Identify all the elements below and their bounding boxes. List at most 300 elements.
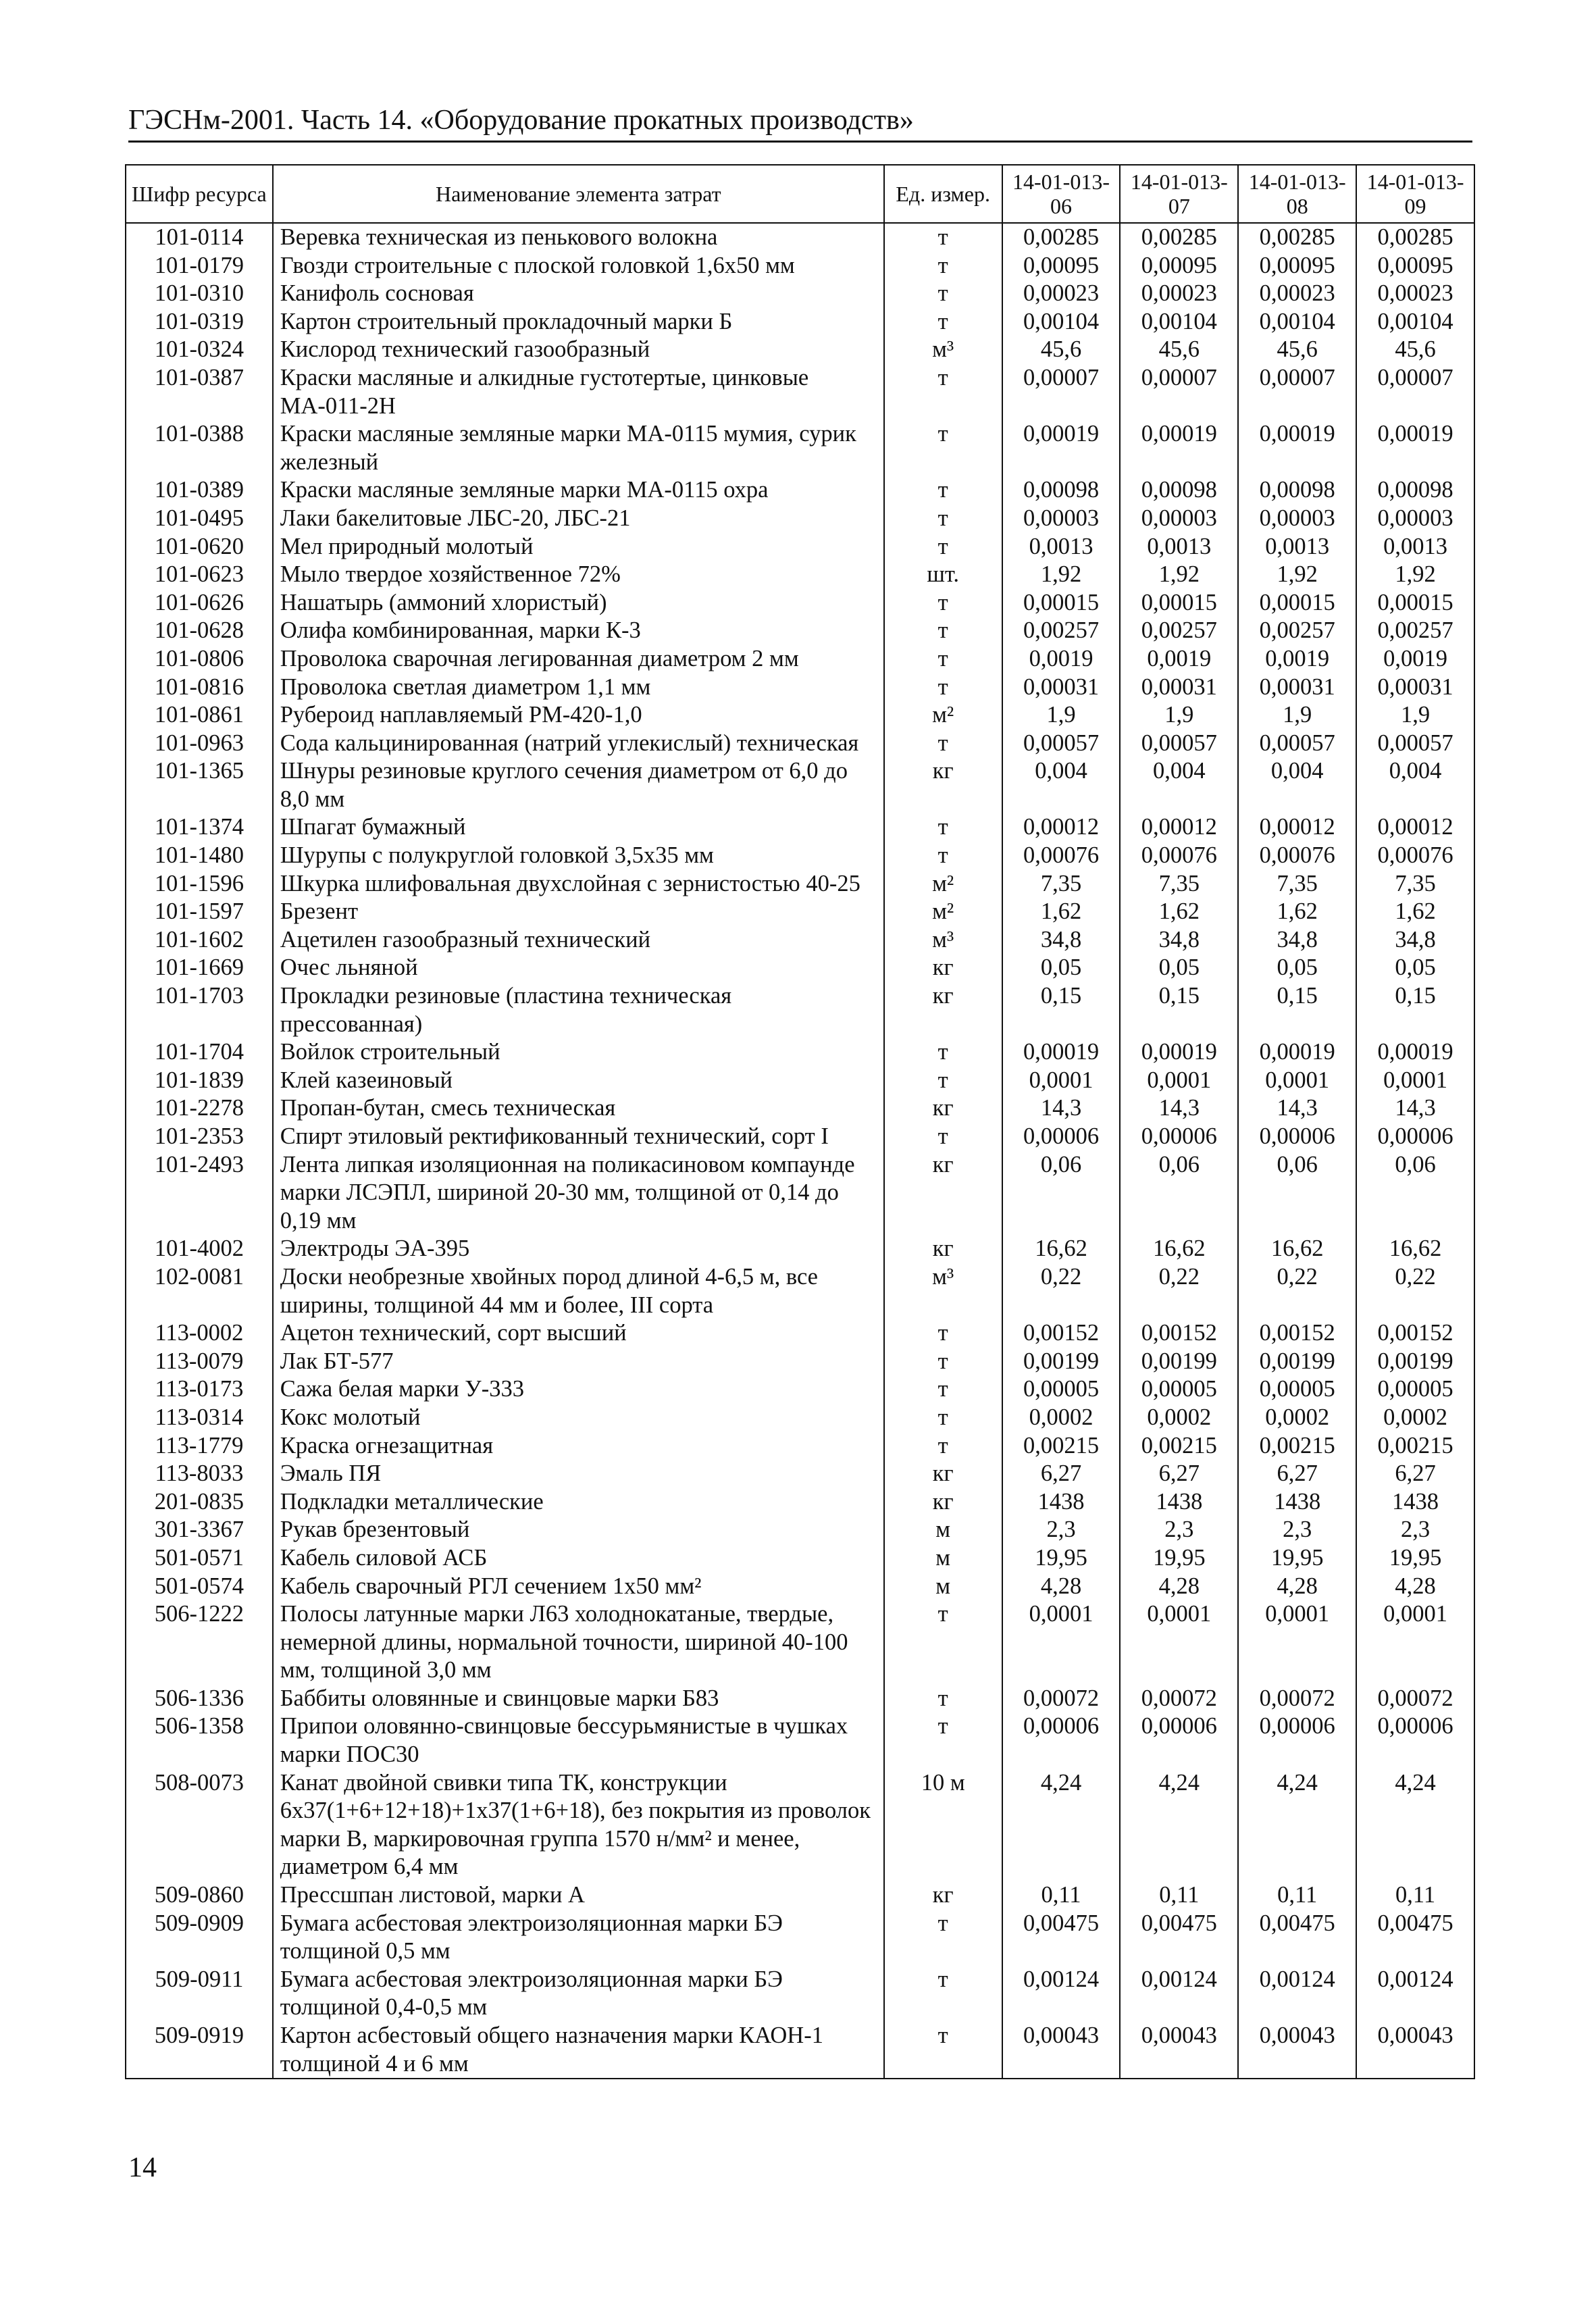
table-row: [126, 954, 1474, 982]
table-row: [126, 870, 1474, 898]
value-013-08: 0,0001: [1238, 1600, 1356, 1685]
resource-name: Шурупы с полукруглой головкой 3,5х35 мм: [273, 842, 884, 870]
value-013-06: 0,00031: [1002, 673, 1121, 702]
resource-code: 101-0861: [126, 701, 273, 730]
resource-name: Полосы латунные марки Л63 холоднокатаные, твердые, немерной длины, нормальной точности, шириной 40-100 мм, толщиной 3,0 мм: [273, 1600, 884, 1685]
resource-name: Баббиты оловянные и свинцовые марки Б83: [273, 1685, 884, 1713]
resource-code: 506-1358: [126, 1712, 273, 1769]
resource-name: Краска огнезащитная: [273, 1432, 884, 1460]
table-row: [126, 842, 1474, 870]
resource-unit: м: [884, 1544, 1002, 1573]
resource-unit: м: [884, 1516, 1002, 1544]
value-013-07: 0,00019: [1120, 420, 1238, 476]
value-013-06: 0,00012: [1002, 813, 1121, 842]
value-013-07: 0,00199: [1120, 1348, 1238, 1376]
resource-unit: т: [884, 1910, 1002, 1966]
value-013-08: 1,92: [1238, 561, 1356, 589]
resource-name: Веревка техническая из пенькового волокна: [273, 223, 884, 252]
resource-unit: т: [884, 308, 1002, 336]
resource-name: Лента липкая изоляционная на поликасиновом компаунде марки ЛСЭПЛ, шириной 20-30 мм, толщиной от 0,14 до 0,19 мм: [273, 1151, 884, 1236]
resource-code: 101-0626: [126, 589, 273, 617]
table-row: [126, 252, 1474, 280]
resource-unit: шт.: [884, 561, 1002, 589]
value-013-07: 0,00023: [1120, 280, 1238, 308]
resource-name: Припои оловянно-свинцовые бессурьмянистые в чушках марки ПОС30: [273, 1712, 884, 1769]
value-013-07: 0,00057: [1120, 730, 1238, 758]
value-013-07: 0,00031: [1120, 673, 1238, 702]
value-013-09: 0,00006: [1356, 1123, 1474, 1151]
value-013-06: 0,00006: [1002, 1712, 1121, 1769]
resource-code: 113-0173: [126, 1375, 273, 1404]
value-013-06: 0,00104: [1002, 308, 1121, 336]
value-013-06: 0,004: [1002, 757, 1121, 813]
resource-unit: м³: [884, 336, 1002, 364]
resource-name: Канат двойной свивки типа ТК, конструкции 6х37(1+6+12+18)+1х37(1+6+18), без покрытия из проволок марки В, маркировочная группа 1570 н/мм² и менее, диаметром 6,4 мм: [273, 1769, 884, 1881]
resource-name: Спирт этиловый ректификованный технический, сорт I: [273, 1123, 884, 1151]
value-013-09: 0,00057: [1356, 730, 1474, 758]
resource-code: 101-0623: [126, 561, 273, 589]
value-013-07: 1,9: [1120, 701, 1238, 730]
value-013-09: 0,0002: [1356, 1404, 1474, 1432]
value-013-09: 0,00098: [1356, 476, 1474, 505]
resource-name: Шкурка шлифовальная двухслойная с зернистостью 40-25: [273, 870, 884, 898]
value-013-08: 1438: [1238, 1488, 1356, 1517]
value-013-09: 0,00043: [1356, 2022, 1474, 2079]
value-013-07: 0,00257: [1120, 617, 1238, 645]
value-013-07: 0,00007: [1120, 364, 1238, 420]
value-013-07: 0,00015: [1120, 589, 1238, 617]
value-013-07: 0,05: [1120, 954, 1238, 982]
value-013-06: 0,0001: [1002, 1600, 1121, 1685]
value-013-09: 0,00285: [1356, 223, 1474, 252]
value-013-08: 0,00215: [1238, 1432, 1356, 1460]
resource-code: 509-0911: [126, 1966, 273, 2022]
resource-unit: т: [884, 420, 1002, 476]
resource-code: 113-0314: [126, 1404, 273, 1432]
resource-unit: м²: [884, 870, 1002, 898]
value-013-08: 0,004: [1238, 757, 1356, 813]
value-013-07: 0,00005: [1120, 1375, 1238, 1404]
value-013-07: 0,00215: [1120, 1432, 1238, 1460]
table-row: [126, 420, 1474, 476]
resource-code: 101-0310: [126, 280, 273, 308]
value-013-09: 0,00007: [1356, 364, 1474, 420]
resource-code: 101-0324: [126, 336, 273, 364]
value-013-09: 0,00124: [1356, 1966, 1474, 2022]
value-013-06: 0,00098: [1002, 476, 1121, 505]
value-013-08: 45,6: [1238, 336, 1356, 364]
value-013-08: 0,00475: [1238, 1910, 1356, 1966]
value-013-06: 0,00076: [1002, 842, 1121, 870]
value-013-06: 0,00043: [1002, 2022, 1121, 2079]
value-013-07: 0,0001: [1120, 1600, 1238, 1685]
resource-unit: т: [884, 1432, 1002, 1460]
value-013-09: 0,00257: [1356, 617, 1474, 645]
value-013-09: 1,92: [1356, 561, 1474, 589]
table-row: [126, 1712, 1474, 1769]
resource-unit: т: [884, 533, 1002, 561]
value-013-06: 0,00057: [1002, 730, 1121, 758]
value-013-09: 0,00076: [1356, 842, 1474, 870]
resource-name: Кокс молотый: [273, 1404, 884, 1432]
value-013-07: 1,92: [1120, 561, 1238, 589]
resource-unit: т: [884, 223, 1002, 252]
value-013-07: 34,8: [1120, 926, 1238, 955]
value-013-06: 0,22: [1002, 1263, 1121, 1319]
value-013-09: 0,00152: [1356, 1319, 1474, 1348]
resource-name: Лаки бакелитовые ЛБС-20, ЛБС-21: [273, 505, 884, 533]
resource-name: Брезент: [273, 898, 884, 926]
value-013-07: 2,3: [1120, 1516, 1238, 1544]
resource-code: 113-1779: [126, 1432, 273, 1460]
value-013-07: 14,3: [1120, 1094, 1238, 1123]
resource-code: 101-0389: [126, 476, 273, 505]
resource-code: 101-1703: [126, 982, 273, 1038]
resource-unit: т: [884, 1348, 1002, 1376]
resource-code: 509-0919: [126, 2022, 273, 2079]
resource-unit: т: [884, 1600, 1002, 1685]
resource-code: 101-0963: [126, 730, 273, 758]
value-013-06: 0,00257: [1002, 617, 1121, 645]
value-013-07: 6,27: [1120, 1460, 1238, 1488]
value-013-09: 0,00005: [1356, 1375, 1474, 1404]
value-013-06: 0,00005: [1002, 1375, 1121, 1404]
resource-code: 501-0571: [126, 1544, 273, 1573]
value-013-08: 0,00098: [1238, 476, 1356, 505]
col-header-v4: 14-01-013-09: [1356, 165, 1474, 223]
value-013-06: 0,00152: [1002, 1319, 1121, 1348]
value-013-06: 0,00003: [1002, 505, 1121, 533]
value-013-06: 4,24: [1002, 1769, 1121, 1881]
resource-unit: кг: [884, 954, 1002, 982]
resource-code: 113-0002: [126, 1319, 273, 1348]
value-013-07: 0,15: [1120, 982, 1238, 1038]
value-013-08: 0,00023: [1238, 280, 1356, 308]
value-013-06: 0,00019: [1002, 1038, 1121, 1067]
resource-name: Прокладки резиновые (пластина техническая прессованная): [273, 982, 884, 1038]
value-013-08: 4,28: [1238, 1573, 1356, 1601]
value-013-09: 0,00104: [1356, 308, 1474, 336]
value-013-08: 0,00072: [1238, 1685, 1356, 1713]
resource-unit: кг: [884, 1235, 1002, 1263]
resource-name: Канифоль сосновая: [273, 280, 884, 308]
table-row: [126, 1573, 1474, 1601]
value-013-09: 6,27: [1356, 1460, 1474, 1488]
value-013-06: 7,35: [1002, 870, 1121, 898]
table-row: [126, 589, 1474, 617]
table-row: [126, 1094, 1474, 1123]
resource-code: 101-4002: [126, 1235, 273, 1263]
resource-code: 101-1597: [126, 898, 273, 926]
resource-unit: т: [884, 645, 1002, 673]
resource-code: 101-0388: [126, 420, 273, 476]
value-013-08: 0,00019: [1238, 1038, 1356, 1067]
resource-code: 301-3367: [126, 1516, 273, 1544]
resource-unit: т: [884, 730, 1002, 758]
resource-code: 101-0495: [126, 505, 273, 533]
resource-unit: т: [884, 252, 1002, 280]
value-013-07: 0,00285: [1120, 223, 1238, 252]
value-013-08: 0,00031: [1238, 673, 1356, 702]
value-013-07: 0,00012: [1120, 813, 1238, 842]
resource-code: 101-1365: [126, 757, 273, 813]
resource-name: Сажа белая марки У-333: [273, 1375, 884, 1404]
resource-name: Шнуры резиновые круглого сечения диаметром от 6,0 до 8,0 мм: [273, 757, 884, 813]
resource-code: 102-0081: [126, 1263, 273, 1319]
resource-code: 101-0816: [126, 673, 273, 702]
value-013-08: 34,8: [1238, 926, 1356, 955]
table-row: [126, 1966, 1474, 2022]
value-013-09: 0,00023: [1356, 280, 1474, 308]
value-013-09: 7,35: [1356, 870, 1474, 898]
resource-unit: кг: [884, 757, 1002, 813]
resource-name: Олифа комбинированная, марки К-3: [273, 617, 884, 645]
resource-name: Рубероид наплавляемый РМ-420-1,0: [273, 701, 884, 730]
value-013-07: 0,00124: [1120, 1966, 1238, 2022]
resource-code: 101-0620: [126, 533, 273, 561]
value-013-08: 4,24: [1238, 1769, 1356, 1881]
resource-unit: кг: [884, 1094, 1002, 1123]
value-013-08: 0,00152: [1238, 1319, 1356, 1348]
value-013-08: 16,62: [1238, 1235, 1356, 1263]
resource-code: 113-0079: [126, 1348, 273, 1376]
value-013-06: 0,06: [1002, 1151, 1121, 1236]
table-row: [126, 1600, 1474, 1685]
value-013-07: 0,00475: [1120, 1910, 1238, 1966]
value-013-09: 0,00215: [1356, 1432, 1474, 1460]
resource-unit: кг: [884, 1460, 1002, 1488]
value-013-07: 4,28: [1120, 1573, 1238, 1601]
value-013-06: 2,3: [1002, 1516, 1121, 1544]
page-header: ГЭСНм-2001. Часть 14. «Оборудование прокатных производств»: [128, 103, 1472, 143]
resource-code: 101-1480: [126, 842, 273, 870]
resource-unit: т: [884, 476, 1002, 505]
table-row: [126, 2022, 1474, 2079]
value-013-09: 0,15: [1356, 982, 1474, 1038]
table-row: [126, 1067, 1474, 1095]
value-013-09: 19,95: [1356, 1544, 1474, 1573]
resource-unit: кг: [884, 1488, 1002, 1517]
value-013-07: 0,00095: [1120, 252, 1238, 280]
resource-name: Лак БТ-577: [273, 1348, 884, 1376]
value-013-07: 0,0002: [1120, 1404, 1238, 1432]
value-013-09: 0,004: [1356, 757, 1474, 813]
value-013-08: 0,0001: [1238, 1067, 1356, 1095]
value-013-08: 1,62: [1238, 898, 1356, 926]
resource-code: 101-0387: [126, 364, 273, 420]
value-013-07: 0,06: [1120, 1151, 1238, 1236]
value-013-08: 0,00043: [1238, 2022, 1356, 2079]
table-header-row: [126, 165, 1474, 223]
value-013-07: 0,00006: [1120, 1712, 1238, 1769]
value-013-08: 19,95: [1238, 1544, 1356, 1573]
value-013-08: 0,11: [1238, 1881, 1356, 1910]
value-013-06: 0,00006: [1002, 1123, 1121, 1151]
value-013-09: 0,0019: [1356, 645, 1474, 673]
value-013-09: 1,62: [1356, 898, 1474, 926]
value-013-09: 0,00199: [1356, 1348, 1474, 1376]
value-013-06: 0,05: [1002, 954, 1121, 982]
resource-name: Картон асбестовый общего назначения марки КАОН-1 толщиной 4 и 6 мм: [273, 2022, 884, 2079]
resource-unit: 10 м: [884, 1769, 1002, 1881]
value-013-08: 0,00007: [1238, 364, 1356, 420]
resource-code: 101-1596: [126, 870, 273, 898]
resource-name: Пропан-бутан, смесь техническая: [273, 1094, 884, 1123]
resource-code: 509-0860: [126, 1881, 273, 1910]
value-013-08: 1,9: [1238, 701, 1356, 730]
value-013-08: 14,3: [1238, 1094, 1356, 1123]
value-013-07: 4,24: [1120, 1769, 1238, 1881]
value-013-09: 0,00019: [1356, 1038, 1474, 1067]
resource-name: Краски масляные земляные марки МА-0115 охра: [273, 476, 884, 505]
value-013-08: 0,00006: [1238, 1123, 1356, 1151]
resource-name: Шпагат бумажный: [273, 813, 884, 842]
value-013-09: 1,9: [1356, 701, 1474, 730]
resource-unit: т: [884, 505, 1002, 533]
value-013-09: 0,00095: [1356, 252, 1474, 280]
value-013-07: 0,004: [1120, 757, 1238, 813]
table-row: [126, 926, 1474, 955]
value-013-07: 0,00076: [1120, 842, 1238, 870]
value-013-08: 7,35: [1238, 870, 1356, 898]
resource-unit: т: [884, 2022, 1002, 2079]
resource-unit: т: [884, 280, 1002, 308]
value-013-07: 0,00152: [1120, 1319, 1238, 1348]
value-013-09: 2,3: [1356, 1516, 1474, 1544]
resource-code: 101-1704: [126, 1038, 273, 1067]
resource-table: [125, 164, 1475, 2079]
value-013-07: 0,00098: [1120, 476, 1238, 505]
resource-name: Нашатырь (аммоний хлористый): [273, 589, 884, 617]
value-013-06: 0,00199: [1002, 1348, 1121, 1376]
resource-name: Кабель силовой АСБ: [273, 1544, 884, 1573]
resource-code: 506-1336: [126, 1685, 273, 1713]
value-013-08: 0,00003: [1238, 505, 1356, 533]
col-header-v3: 14-01-013-08: [1238, 165, 1356, 223]
value-013-08: 0,00019: [1238, 420, 1356, 476]
resource-name: Проволока сварочная легированная диаметром 2 мм: [273, 645, 884, 673]
resource-unit: т: [884, 813, 1002, 842]
value-013-06: 0,00285: [1002, 223, 1121, 252]
value-013-07: 0,00006: [1120, 1123, 1238, 1151]
value-013-06: 6,27: [1002, 1460, 1121, 1488]
table-row: [126, 223, 1474, 252]
table-row: [126, 308, 1474, 336]
value-013-06: 0,0001: [1002, 1067, 1121, 1095]
value-013-07: 7,35: [1120, 870, 1238, 898]
value-013-06: 0,11: [1002, 1881, 1121, 1910]
value-013-06: 0,00019: [1002, 420, 1121, 476]
value-013-06: 0,00023: [1002, 280, 1121, 308]
resource-unit: кг: [884, 982, 1002, 1038]
value-013-08: 0,00199: [1238, 1348, 1356, 1376]
table-row: [126, 898, 1474, 926]
value-013-06: 14,3: [1002, 1094, 1121, 1123]
resource-name: Сода кальцинированная (натрий углекислый) техническая: [273, 730, 884, 758]
value-013-08: 0,00285: [1238, 223, 1356, 252]
value-013-07: 0,00104: [1120, 308, 1238, 336]
resource-name: Мыло твердое хозяйственное 72%: [273, 561, 884, 589]
value-013-06: 0,00095: [1002, 252, 1121, 280]
resource-code: 101-0114: [126, 223, 273, 252]
value-013-06: 0,0002: [1002, 1404, 1121, 1432]
value-013-09: 0,05: [1356, 954, 1474, 982]
resource-name: Бумага асбестовая электроизоляционная марки БЭ толщиной 0,4-0,5 мм: [273, 1966, 884, 2022]
value-013-07: 0,0013: [1120, 533, 1238, 561]
table-row: [126, 1235, 1474, 1263]
value-013-09: 0,00006: [1356, 1712, 1474, 1769]
resource-code: 509-0909: [126, 1910, 273, 1966]
value-013-08: 0,0013: [1238, 533, 1356, 561]
resource-unit: т: [884, 364, 1002, 420]
table-row: [126, 1516, 1474, 1544]
value-013-07: 0,11: [1120, 1881, 1238, 1910]
resource-unit: м²: [884, 898, 1002, 926]
resource-unit: т: [884, 617, 1002, 645]
value-013-09: 0,0013: [1356, 533, 1474, 561]
resource-name: Краски масляные и алкидные густотертые, цинковые МА-011-2Н: [273, 364, 884, 420]
value-013-06: 4,28: [1002, 1573, 1121, 1601]
table-row: [126, 1348, 1474, 1376]
table-row: [126, 1460, 1474, 1488]
table-row: [126, 1319, 1474, 1348]
resource-unit: м: [884, 1573, 1002, 1601]
table-row: [126, 280, 1474, 308]
value-013-06: 0,00215: [1002, 1432, 1121, 1460]
resource-unit: т: [884, 1375, 1002, 1404]
table-row: [126, 533, 1474, 561]
resource-name: Подкладки металлические: [273, 1488, 884, 1517]
value-013-09: 0,00475: [1356, 1910, 1474, 1966]
value-013-07: 0,0019: [1120, 645, 1238, 673]
value-013-06: 16,62: [1002, 1235, 1121, 1263]
resource-name: Мел природный молотый: [273, 533, 884, 561]
resource-name: Кислород технический газообразный: [273, 336, 884, 364]
resource-name: Картон строительный прокладочный марки Б: [273, 308, 884, 336]
resource-code: 201-0835: [126, 1488, 273, 1517]
value-013-08: 0,00012: [1238, 813, 1356, 842]
resource-code: 101-1669: [126, 954, 273, 982]
value-013-08: 0,00005: [1238, 1375, 1356, 1404]
value-013-09: 1438: [1356, 1488, 1474, 1517]
resource-name: Краски масляные земляные марки МА-0115 мумия, сурик железный: [273, 420, 884, 476]
value-013-08: 0,00006: [1238, 1712, 1356, 1769]
value-013-09: 0,00012: [1356, 813, 1474, 842]
resource-code: 101-1839: [126, 1067, 273, 1095]
value-013-06: 0,00015: [1002, 589, 1121, 617]
table-row: [126, 1488, 1474, 1517]
resource-unit: т: [884, 589, 1002, 617]
table-row: [126, 617, 1474, 645]
table-row: [126, 1151, 1474, 1236]
value-013-09: 34,8: [1356, 926, 1474, 955]
value-013-08: 0,00104: [1238, 308, 1356, 336]
table-row: [126, 1769, 1474, 1881]
table-row: [126, 645, 1474, 673]
value-013-09: 0,22: [1356, 1263, 1474, 1319]
resource-unit: т: [884, 842, 1002, 870]
table-row: [126, 1544, 1474, 1573]
value-013-09: 0,0001: [1356, 1600, 1474, 1685]
resource-code: 101-1374: [126, 813, 273, 842]
resource-unit: кг: [884, 1151, 1002, 1236]
table-row: [126, 673, 1474, 702]
table-row: [126, 364, 1474, 420]
resource-code: 101-0319: [126, 308, 273, 336]
value-013-06: 1,92: [1002, 561, 1121, 589]
resource-name: Очес льняной: [273, 954, 884, 982]
value-013-06: 1438: [1002, 1488, 1121, 1517]
